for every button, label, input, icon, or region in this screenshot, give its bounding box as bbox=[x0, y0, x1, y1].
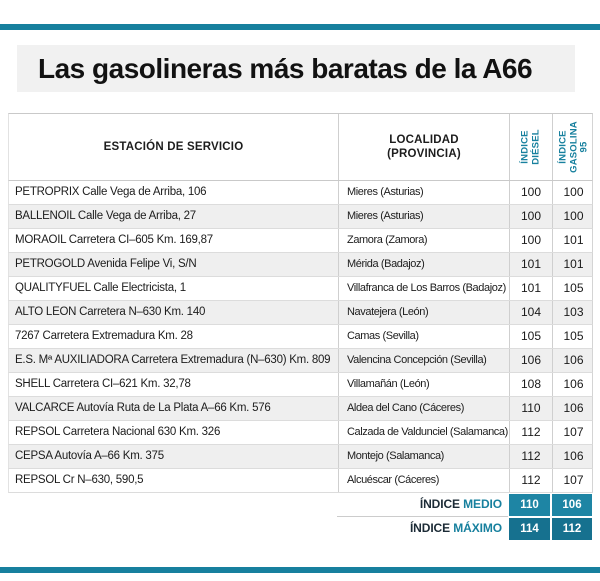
top-accent-bar bbox=[0, 24, 600, 30]
indice-medio-diesel-value: 110 bbox=[509, 494, 550, 516]
diesel-index-cell: 100 bbox=[509, 181, 552, 204]
indice-maximo-gasolina-value: 112 bbox=[552, 518, 592, 540]
gasolina-index-cell: 101 bbox=[552, 253, 594, 276]
indice-medio-gasolina-value: 106 bbox=[552, 494, 592, 516]
table-row bbox=[8, 469, 593, 493]
locality-cell: Mérida (Badajoz) bbox=[338, 253, 509, 276]
table-row bbox=[8, 301, 593, 325]
bottom-accent-bar bbox=[0, 567, 600, 573]
gasolina-index-cell: 101 bbox=[552, 229, 594, 252]
station-cell: E.S. Mª AUXILIADORA Carretera Extremadura (N–630) Km. 809 bbox=[15, 354, 331, 366]
indice-maximo-label: ÍNDICE MÁXIMO bbox=[409, 521, 502, 535]
locality-cell: Montejo (Salamanca) bbox=[338, 445, 509, 468]
gasolina-index-cell: 106 bbox=[552, 397, 594, 420]
locality-cell: Mieres (Asturias) bbox=[338, 181, 509, 204]
locality-cell: Navatejera (León) bbox=[338, 301, 509, 324]
table-row bbox=[8, 421, 593, 445]
station-cell: REPSOL Cr N–630, 590,5 bbox=[15, 474, 144, 486]
table-row bbox=[8, 373, 593, 397]
gasolina-index-cell: 100 bbox=[552, 205, 594, 228]
station-cell: CEPSA Autovía A–66 Km. 375 bbox=[15, 450, 164, 462]
table-row bbox=[8, 349, 593, 373]
indice-gasolina-label: ÍNDICE GASOLINA 95 bbox=[556, 121, 589, 173]
locality-cell: Valencina Concepción (Sevilla) bbox=[338, 349, 509, 372]
indice-medio-row bbox=[8, 493, 593, 517]
indice-diesel-label: ÍNDICE DIÉSEL bbox=[519, 129, 541, 165]
table-body bbox=[8, 181, 593, 493]
gas-stations-table bbox=[8, 113, 593, 541]
station-cell: 7267 Carretera Extremadura Km. 28 bbox=[15, 330, 193, 342]
table-row bbox=[8, 397, 593, 421]
col-header-station: ESTACIÓN DE SERVICIO bbox=[103, 141, 244, 153]
locality-cell: Calzada de Valdunciel (Salamanca) bbox=[338, 421, 509, 444]
station-cell: VALCARCE Autovía Ruta de La Plata A–66 Km. 576 bbox=[15, 402, 271, 414]
station-cell: PETROGOLD Avenida Felipe Vi, S/N bbox=[15, 258, 197, 270]
table-row bbox=[8, 205, 593, 229]
diesel-index-cell: 106 bbox=[509, 349, 552, 372]
locality-cell: Mieres (Asturias) bbox=[338, 205, 509, 228]
locality-cell: Alcuéscar (Cáceres) bbox=[338, 469, 509, 492]
diesel-index-cell: 112 bbox=[509, 445, 552, 468]
table-row bbox=[8, 229, 593, 253]
col-header-locality bbox=[338, 114, 509, 180]
station-cell: SHELL Carretera CI–621 Km. 32,78 bbox=[15, 378, 191, 390]
gasolina-index-cell: 107 bbox=[552, 469, 594, 492]
station-cell: MORAOIL Carretera CI–605 Km. 169,87 bbox=[15, 234, 213, 246]
locality-cell: Camas (Sevilla) bbox=[338, 325, 509, 348]
gasolina-index-cell: 105 bbox=[552, 277, 594, 300]
col-header-indice-diesel bbox=[509, 114, 552, 180]
table-row bbox=[8, 325, 593, 349]
diesel-index-cell: 101 bbox=[509, 253, 552, 276]
table-header-row bbox=[8, 113, 593, 181]
diesel-index-cell: 100 bbox=[509, 205, 552, 228]
table-footer bbox=[8, 493, 593, 541]
diesel-index-cell: 104 bbox=[509, 301, 552, 324]
diesel-index-cell: 112 bbox=[509, 469, 552, 492]
diesel-index-cell: 105 bbox=[509, 325, 552, 348]
gasolina-index-cell: 105 bbox=[552, 325, 594, 348]
page-title: Las gasolineras más baratas de la A66 bbox=[38, 53, 533, 84]
col-header-indice-gasolina bbox=[552, 114, 594, 180]
indice-maximo-row bbox=[8, 517, 593, 541]
station-cell: BALLENOIL Calle Vega de Arriba, 27 bbox=[15, 210, 196, 222]
locality-cell: Zamora (Zamora) bbox=[338, 229, 509, 252]
locality-cell: Villamañán (León) bbox=[338, 373, 509, 396]
gasolina-index-cell: 106 bbox=[552, 373, 594, 396]
table-row bbox=[8, 445, 593, 469]
diesel-index-cell: 101 bbox=[509, 277, 552, 300]
locality-header-line1: LOCALIDAD bbox=[389, 134, 459, 146]
indice-maximo-diesel-value: 114 bbox=[509, 518, 550, 540]
table-row bbox=[8, 181, 593, 205]
gasolina-index-cell: 107 bbox=[552, 421, 594, 444]
table-row bbox=[8, 253, 593, 277]
diesel-index-cell: 112 bbox=[509, 421, 552, 444]
station-cell: PETROPRIX Calle Vega de Arriba, 106 bbox=[15, 186, 207, 198]
station-cell: QUALITYFUEL Calle Electricista, 1 bbox=[15, 282, 186, 294]
gasolina-index-cell: 100 bbox=[552, 181, 594, 204]
gasolina-index-cell: 106 bbox=[552, 349, 594, 372]
diesel-index-cell: 100 bbox=[509, 229, 552, 252]
locality-cell: Aldea del Cano (Cáceres) bbox=[338, 397, 509, 420]
locality-cell: Villafranca de Los Barros (Badajoz) bbox=[338, 277, 509, 300]
diesel-index-cell: 108 bbox=[509, 373, 552, 396]
gasolina-index-cell: 106 bbox=[552, 445, 594, 468]
diesel-index-cell: 110 bbox=[509, 397, 552, 420]
table-row bbox=[8, 277, 593, 301]
station-cell: REPSOL Carretera Nacional 630 Km. 326 bbox=[15, 426, 221, 438]
station-cell: ALTO LEON Carretera N–630 Km. 140 bbox=[15, 306, 206, 318]
indice-medio-label: ÍNDICE MEDIO bbox=[337, 493, 508, 517]
gasolina-index-cell: 103 bbox=[552, 301, 594, 324]
title-strip bbox=[17, 45, 575, 92]
locality-header-line2: (PROVINCIA) bbox=[387, 148, 461, 160]
